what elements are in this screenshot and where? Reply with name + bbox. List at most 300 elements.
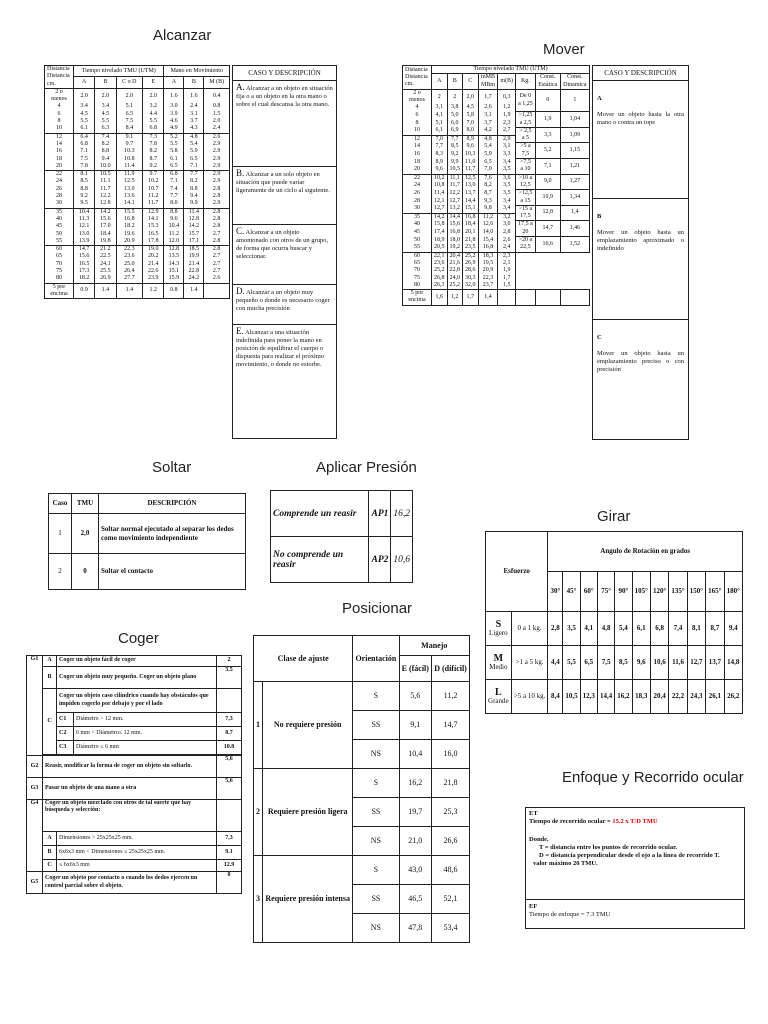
aplicar-r2-label: No comprende un reasir — [271, 537, 369, 583]
alcanzar-cell: 18.5 — [184, 246, 204, 254]
mover-weight-cell: 3,3 — [535, 127, 560, 143]
mover-cell: 70 — [403, 267, 432, 274]
mover-cell: 5,1 — [432, 120, 448, 128]
alcanzar-cell: 0.4 — [204, 88, 230, 103]
title-coger: Coger — [118, 630, 159, 647]
alcanzar-cell: 2.6 — [204, 275, 230, 283]
mover-cell: 14,4 — [463, 198, 479, 206]
girar-cell: 2,8 — [548, 612, 563, 646]
alcanzar-cell: 9.2 — [74, 193, 95, 200]
mover-cell: 14,0 — [478, 229, 498, 237]
mover-cell — [498, 290, 516, 306]
mover-cell: 60 — [403, 252, 432, 260]
mover-cell: 20 — [403, 166, 432, 174]
mover-weight-cell: 1,15 — [560, 143, 589, 159]
posicionar-group-number: 2 — [254, 769, 263, 856]
girar-effort-letter: M — [493, 652, 504, 664]
alcanzar-h-dist2: Distancia cm. — [47, 73, 70, 87]
coger-c2-text: 6 mm < Diámetro≤ 12 mm. — [74, 727, 217, 741]
girar-angle-header: 90° — [615, 572, 632, 612]
posicionar-group-name: Requiere presión intensa — [263, 856, 353, 943]
enfoque-ef: EF — [529, 903, 538, 910]
alcanzar-cell: 12.2 — [95, 193, 116, 200]
girar-effort-kg: 0 a 1 kg. — [511, 612, 548, 646]
alcanzar-cell: 9.7 — [143, 171, 164, 179]
mover-cell: 8,9 — [463, 135, 479, 143]
alcanzar-cell: 2.7 — [204, 261, 230, 268]
mover-caso-item — [593, 199, 688, 320]
mover-cell: 11,7 — [463, 166, 479, 174]
girar-cell: 5,5 — [563, 646, 580, 680]
girar-effort-kg: >5 a 10 kg. — [511, 680, 548, 714]
girar-cell: 10,5 — [563, 680, 580, 714]
mover-cell: 1,6 — [432, 290, 448, 306]
alcanzar-cell: 35 — [45, 208, 74, 216]
mover-cell: 4,5 — [463, 104, 479, 111]
mover-weight-cell: 1,34 — [560, 190, 589, 206]
alcanzar-cell: 4.6 — [164, 118, 184, 125]
mover-cell: 3,4 — [498, 198, 516, 206]
mover-cell: 15,8 — [432, 221, 448, 229]
girar-effort-name: Grande — [488, 696, 509, 705]
alcanzar-cell: 11.7 — [143, 200, 164, 208]
alcanzar-cell: 17.3 — [74, 268, 95, 275]
alcanzar-cell: 7.1 — [74, 148, 95, 155]
girar-angle-header: 120° — [650, 572, 668, 612]
mover-weight-cell: 1,27 — [560, 174, 589, 190]
mover-table — [402, 65, 590, 306]
mover-weight-cell: 5,2 — [535, 143, 560, 159]
coger-g4-text: Coger un objeto mezclado con otros de tal suerte que hay búsqueda y selección: — [43, 800, 217, 832]
posicionar-group-number: 3 — [254, 856, 263, 943]
mover-cell: 11,7 — [447, 182, 463, 190]
mover-cell: 9,3 — [478, 198, 498, 206]
girar-cell: 6,8 — [650, 612, 668, 646]
alcanzar-cell: 6.3 — [95, 125, 116, 133]
alcanzar-cell: 27.7 — [116, 275, 143, 283]
mover-cell: 10,3 — [463, 151, 479, 159]
mover-cell: 28 — [403, 198, 432, 206]
mover-row — [403, 174, 590, 182]
alcanzar-cell: 1.4 — [184, 283, 204, 299]
mover-cell: 6,9 — [447, 127, 463, 135]
mover-cell: 3,1 — [498, 143, 516, 151]
alcanzar-cell — [204, 283, 230, 299]
alcanzar-caso-text: Alcanzar a un solo objeto en situación que puede variar ligeramente de un ciclo al siguiente. — [236, 171, 330, 194]
mover-cell: 40 — [403, 221, 432, 229]
mover-weight-cell: >1,25 a 2,5 — [516, 112, 536, 128]
alcanzar-caso-box — [232, 65, 337, 439]
alcanzar-cell: 14.1 — [116, 200, 143, 208]
alcanzar-cell: 5.1 — [116, 103, 143, 110]
girar-cell: 4,4 — [548, 646, 563, 680]
mover-cell: 11,0 — [463, 159, 479, 167]
alcanzar-cell: 2.8 — [204, 186, 230, 193]
alcanzar-cell: 23.9 — [143, 275, 164, 283]
alcanzar-cell: 14 — [45, 141, 74, 148]
mover-cell: 9,9 — [447, 159, 463, 167]
mover-cell: 8 — [403, 120, 432, 128]
alcanzar-cell: 3.0 — [164, 103, 184, 110]
aplicar-table — [270, 490, 413, 583]
alcanzar-cell: 15.6 — [95, 216, 116, 223]
girar-angle-header: 60° — [580, 572, 597, 612]
mover-weight-cell: 0 — [535, 89, 560, 111]
alcanzar-cell: 2.8 — [204, 216, 230, 223]
alcanzar-cell: 8.8 — [184, 186, 204, 193]
enfoque-et: ET — [529, 810, 538, 817]
mover-cell: 12,6 — [478, 221, 498, 229]
girar-row — [486, 680, 743, 714]
mover-weight-cell: 16,6 — [535, 237, 560, 253]
mover-weight-cell: >12,5 a 15 — [516, 190, 536, 206]
alcanzar-col-header: B — [95, 77, 116, 88]
mover-weight-cell: >5 a 7,5 — [516, 143, 536, 159]
mover-cell: 1,7 — [498, 275, 516, 282]
coger-g4c: C — [43, 860, 57, 872]
girar-angle-header: 30° — [548, 572, 563, 612]
mover-row — [403, 205, 590, 213]
coger-g5: G5 — [27, 872, 43, 894]
coger-c2: C2 — [57, 727, 74, 741]
posicionar-cell: NS — [353, 740, 399, 769]
alcanzar-cell: 9.9 — [184, 200, 204, 208]
enfoque-donde: Donde, — [529, 836, 549, 843]
girar-effort-name: Medio — [489, 662, 508, 671]
posicionar-cell: NS — [353, 827, 399, 856]
mover-col-header: B — [447, 74, 463, 90]
mover-cell: 1,2 — [447, 290, 463, 306]
mover-cell: 18,9 — [432, 237, 448, 245]
posicionar-cell: 10,4 — [399, 740, 432, 769]
posicionar-cell: S — [353, 682, 399, 711]
alcanzar-cell: 2.0 — [204, 118, 230, 125]
mover-cell: 10,2 — [432, 174, 448, 182]
alcanzar-cell: 12.0 — [164, 238, 184, 246]
alcanzar-cell: 28 — [45, 193, 74, 200]
coger-g2-value: 5,6 — [217, 756, 242, 778]
soltar-r2-tmu: 0 — [72, 554, 99, 590]
alcanzar-cell: 8.5 — [74, 178, 95, 185]
alcanzar-row — [45, 103, 230, 110]
alcanzar-cell: 2 o menos — [45, 88, 74, 103]
alcanzar-cell: 2.9 — [204, 156, 230, 163]
girar-cell: 12,7 — [687, 646, 705, 680]
girar-cell: 4,1 — [580, 612, 597, 646]
mover-cell: 23,7 — [478, 282, 498, 290]
mover-cell: 7,7 — [432, 143, 448, 151]
posicionar-cell: 53,4 — [432, 914, 470, 943]
mover-cell: 17,4 — [432, 229, 448, 237]
girar-cell: 7,4 — [669, 612, 687, 646]
alcanzar-cell: 16.5 — [74, 261, 95, 268]
alcanzar-cell: 15.6 — [74, 253, 95, 260]
mover-col-header: m(B) — [498, 74, 516, 90]
mover-cell: 15,6 — [447, 221, 463, 229]
alcanzar-cell: 14.2 — [184, 223, 204, 230]
alcanzar-cell: 19.9 — [184, 253, 204, 260]
posicionar-cell: 16,2 — [399, 769, 432, 798]
mover-weight-cell: 1 — [560, 89, 589, 111]
alcanzar-cell: 15.7 — [184, 231, 204, 238]
posicionar-cell: 52,1 — [432, 885, 470, 914]
mover-col-header: mMB MBm — [478, 74, 498, 90]
alcanzar-row — [45, 118, 230, 125]
alcanzar-cell: 2.9 — [204, 141, 230, 148]
title-posicionar: Posicionar — [342, 600, 413, 617]
posicionar-h-manejo: Manejo — [399, 636, 470, 656]
girar-cell: 6,5 — [580, 646, 597, 680]
alcanzar-cell: 65 — [45, 253, 74, 260]
mover-cell: 20,5 — [432, 244, 448, 252]
girar-effort-label — [486, 612, 512, 646]
mover-cell: 4,1 — [432, 112, 448, 120]
mover-cell: 2,7 — [498, 127, 516, 135]
mover-row — [403, 89, 590, 104]
girar-effort-letter: S — [495, 618, 502, 630]
alcanzar-cell: 2.8 — [204, 223, 230, 230]
mover-cell: 26,9 — [463, 260, 479, 267]
posicionar-cell: 43,0 — [399, 856, 432, 885]
girar-cell: 26,2 — [724, 680, 742, 714]
alcanzar-cell: 12.8 — [184, 216, 204, 223]
mover-cell: 10,5 — [447, 166, 463, 174]
alcanzar-cell: 26 — [45, 186, 74, 193]
alcanzar-cell: 13.9 — [74, 238, 95, 246]
alcanzar-caso-text: Alcanzar a un objeto en situación fija o a un objeto en la otra mano o sobre el cual descansa la otra mano. — [236, 85, 333, 108]
alcanzar-cell: 4.5 — [95, 111, 116, 118]
girar-cell: 9,4 — [724, 612, 742, 646]
mover-cell: 3,7 — [478, 120, 498, 128]
mover-weight-cell: 1,04 — [560, 112, 589, 128]
alcanzar-cell: 7.3 — [143, 133, 164, 141]
alcanzar-cell: 12.8 — [164, 246, 184, 254]
alcanzar-cell: 70 — [45, 261, 74, 268]
posicionar-h-orientacion: Orientación — [353, 636, 399, 682]
coger-a-value: 2 — [217, 656, 242, 667]
soltar-r2-desc: Soltar el contacto — [99, 554, 246, 590]
alcanzar-cell: 10.8 — [116, 156, 143, 163]
alcanzar-cell: 2.6 — [204, 133, 230, 141]
alcanzar-cell: 7.4 — [95, 133, 116, 141]
girar-cell: 6,1 — [632, 612, 650, 646]
alcanzar-col-header: C o D — [116, 77, 143, 88]
alcanzar-row — [45, 141, 230, 148]
alcanzar-row — [45, 246, 230, 254]
alcanzar-cell: 9.4 — [184, 193, 204, 200]
mover-cell: 80 — [403, 282, 432, 290]
girar-cell: 4,8 — [597, 612, 614, 646]
alcanzar-cell: 9.7 — [116, 141, 143, 148]
alcanzar-cell: 4 — [45, 103, 74, 110]
mover-cell: 3,1 — [432, 104, 448, 111]
coger-table — [26, 655, 242, 894]
alcanzar-cell: 13.0 — [116, 186, 143, 193]
enfoque-et-formula: 15.2 x T/D TMU — [612, 818, 658, 825]
posicionar-row — [254, 856, 470, 885]
posicionar-cell: S — [353, 856, 399, 885]
alcanzar-row — [45, 156, 230, 163]
mover-cell: 2,9 — [498, 135, 516, 143]
posicionar-cell: 48,6 — [432, 856, 470, 885]
alcanzar-cell: 10.5 — [95, 171, 116, 179]
alcanzar-row — [45, 171, 230, 179]
alcanzar-cell: 19.0 — [143, 246, 164, 254]
mover-cell: 35 — [403, 213, 432, 221]
mover-cell: 8,2 — [478, 182, 498, 190]
mover-cell: 5,0 — [447, 112, 463, 120]
girar-effort-letter: L — [495, 686, 502, 698]
mover-cell: 1,7 — [463, 290, 479, 306]
alcanzar-cell: 2.7 — [204, 253, 230, 260]
mover-cell: 22,1 — [432, 252, 448, 260]
posicionar-cell: 25,3 — [432, 798, 470, 827]
mover-cell: 16,8 — [478, 244, 498, 252]
mover-col-header: Const. Estática — [535, 74, 560, 90]
mover-cell: 2,1 — [498, 260, 516, 267]
posicionar-group-name: No requiere presión — [263, 682, 353, 769]
alcanzar-row — [45, 193, 230, 200]
alcanzar-cell: 20.9 — [116, 238, 143, 246]
mover-weight-cell: >10 a 12,5 — [516, 174, 536, 190]
mover-cell: 22,3 — [478, 275, 498, 282]
alcanzar-caso-text: Alcanzar a un objeto amontonado con otros de un grupo, de forma que ocurra buscar y seleccionar. — [236, 229, 329, 260]
alcanzar-cell: 12 — [45, 133, 74, 141]
mover-cell: 12 — [403, 135, 432, 143]
coger-g5-value: 0 — [217, 872, 242, 894]
posicionar-cell: 16,0 — [432, 740, 470, 769]
mover-caso-box — [592, 65, 689, 440]
mover-empty-cell — [560, 290, 589, 306]
mover-cell: 6,1 — [432, 127, 448, 135]
alcanzar-cell: 11.1 — [95, 178, 116, 185]
title-enfoque: Enfoque y Recorrido ocular — [562, 769, 744, 786]
alcanzar-cell: 11.4 — [116, 163, 143, 171]
alcanzar-cell: 2.8 — [204, 193, 230, 200]
aplicar-r1-value: 16,2 — [391, 491, 413, 537]
mover-col-header: A — [432, 74, 448, 90]
alcanzar-cell: 19.6 — [116, 231, 143, 238]
alcanzar-cell: 15.9 — [164, 275, 184, 283]
mover-cell: 9,6 — [432, 166, 448, 174]
alcanzar-cell: 3.9 — [164, 111, 184, 118]
alcanzar-cell: 2.9 — [204, 163, 230, 171]
mover-cell: 12,2 — [447, 190, 463, 198]
girar-cell: 8,7 — [706, 612, 724, 646]
soltar-block — [48, 493, 246, 590]
alcanzar-cell: 20.2 — [143, 253, 164, 260]
coger-g3: G3 — [27, 778, 43, 800]
soltar-r1-desc: Soltar normal ejecutado al separar los dedos como movimiento independiente — [99, 514, 246, 554]
girar-effort-label — [486, 646, 512, 680]
mover-cell: 30 — [403, 205, 432, 213]
alcanzar-cell: 6.8 — [143, 125, 164, 133]
mover-caso-letter: B — [597, 213, 602, 220]
coger-g2-text: Reasir, modificar la forma de coger un objeto sin soltarlo. — [43, 756, 217, 778]
mover-cell: 14,4 — [447, 213, 463, 221]
mover-table-block — [402, 65, 590, 306]
alcanzar-cell: 16.5 — [143, 231, 164, 238]
girar-cell: 14,8 — [724, 646, 742, 680]
alcanzar-cell: 17.8 — [143, 238, 164, 246]
alcanzar-cell: 8.8 — [164, 208, 184, 216]
title-soltar: Soltar — [152, 459, 192, 476]
coger-g1: G1 — [27, 656, 43, 756]
alcanzar-cell: 6.1 — [164, 156, 184, 163]
alcanzar-cell: 2.9 — [204, 148, 230, 155]
coger-g4c-value: 12.9 — [217, 860, 242, 872]
alcanzar-cell: 21.4 — [143, 261, 164, 268]
alcanzar-cell: 13.5 — [164, 253, 184, 260]
aplicar-r1-label: Comprende un reasir — [271, 491, 369, 537]
mover-cell: 13,0 — [463, 182, 479, 190]
mover-weight-cell: 1,4 — [560, 205, 589, 221]
alcanzar-cell: 11.9 — [116, 171, 143, 179]
alcanzar-cell: 9.4 — [95, 156, 116, 163]
alcanzar-cell: 7.7 — [164, 193, 184, 200]
girar-cell: 13,7 — [706, 646, 724, 680]
alcanzar-cell: 40 — [45, 216, 74, 223]
mover-cell: 11,2 — [478, 213, 498, 221]
alcanzar-row — [45, 231, 230, 238]
mover-cell: 10 — [403, 127, 432, 135]
coger-block — [26, 655, 242, 894]
mover-cell: 8,3 — [432, 151, 448, 159]
alcanzar-cell: 80 — [45, 275, 74, 283]
posicionar-cell: 26,6 — [432, 827, 470, 856]
mover-cell: 23,6 — [432, 260, 448, 267]
alcanzar-col-header: A — [74, 77, 95, 88]
mover-cell: 16,8 — [447, 229, 463, 237]
mover-cell: 6,5 — [478, 159, 498, 167]
enfoque-d-def: D = distancia perpendicular desde el ojo a la línea de recorrido T. — [539, 852, 720, 859]
girar-angle-header: 105° — [632, 572, 650, 612]
mover-row-last — [403, 290, 590, 306]
alcanzar-col-header: B — [184, 77, 204, 88]
alcanzar-cell: 2.8 — [204, 208, 230, 216]
alcanzar-cell: 4.5 — [74, 111, 95, 118]
coger-c1: C1 — [57, 713, 74, 727]
girar-cell: 7,5 — [597, 646, 614, 680]
mover-weight-cell: 12,8 — [535, 205, 560, 221]
coger-b-value: 3.5 — [217, 667, 242, 689]
alcanzar-cell: 15.3 — [143, 223, 164, 230]
coger-g4b: B — [43, 846, 57, 860]
alcanzar-cell: 7.5 — [74, 156, 95, 163]
mover-weight-cell: 10,9 — [535, 190, 560, 206]
alcanzar-cell: 12.1 — [74, 223, 95, 230]
alcanzar-cell: 2.7 — [204, 231, 230, 238]
alcanzar-cell: 6.8 — [74, 141, 95, 148]
alcanzar-cell: 1.5 — [204, 111, 230, 118]
mover-cell: 25,2 — [447, 282, 463, 290]
posicionar-table — [253, 635, 470, 943]
enfoque-block — [525, 807, 745, 929]
alcanzar-cell: 8.8 — [74, 186, 95, 193]
mover-cell: 28,6 — [463, 267, 479, 274]
mover-cell: 2 o menos — [403, 89, 432, 104]
alcanzar-cell: 3.2 — [143, 103, 164, 110]
mover-cell: 7,6 — [478, 174, 498, 182]
alcanzar-cell: 10 — [45, 125, 74, 133]
mover-cell: 1,7 — [478, 89, 498, 104]
alcanzar-cell: 24.1 — [95, 261, 116, 268]
mover-h-dist: Distancia — [405, 66, 428, 73]
mover-empty-cell — [535, 290, 560, 306]
alcanzar-cell: 5.5 — [74, 118, 95, 125]
mover-caso-letter: A — [597, 95, 602, 102]
girar-effort-kg: >1 a 5 kg. — [511, 646, 548, 680]
